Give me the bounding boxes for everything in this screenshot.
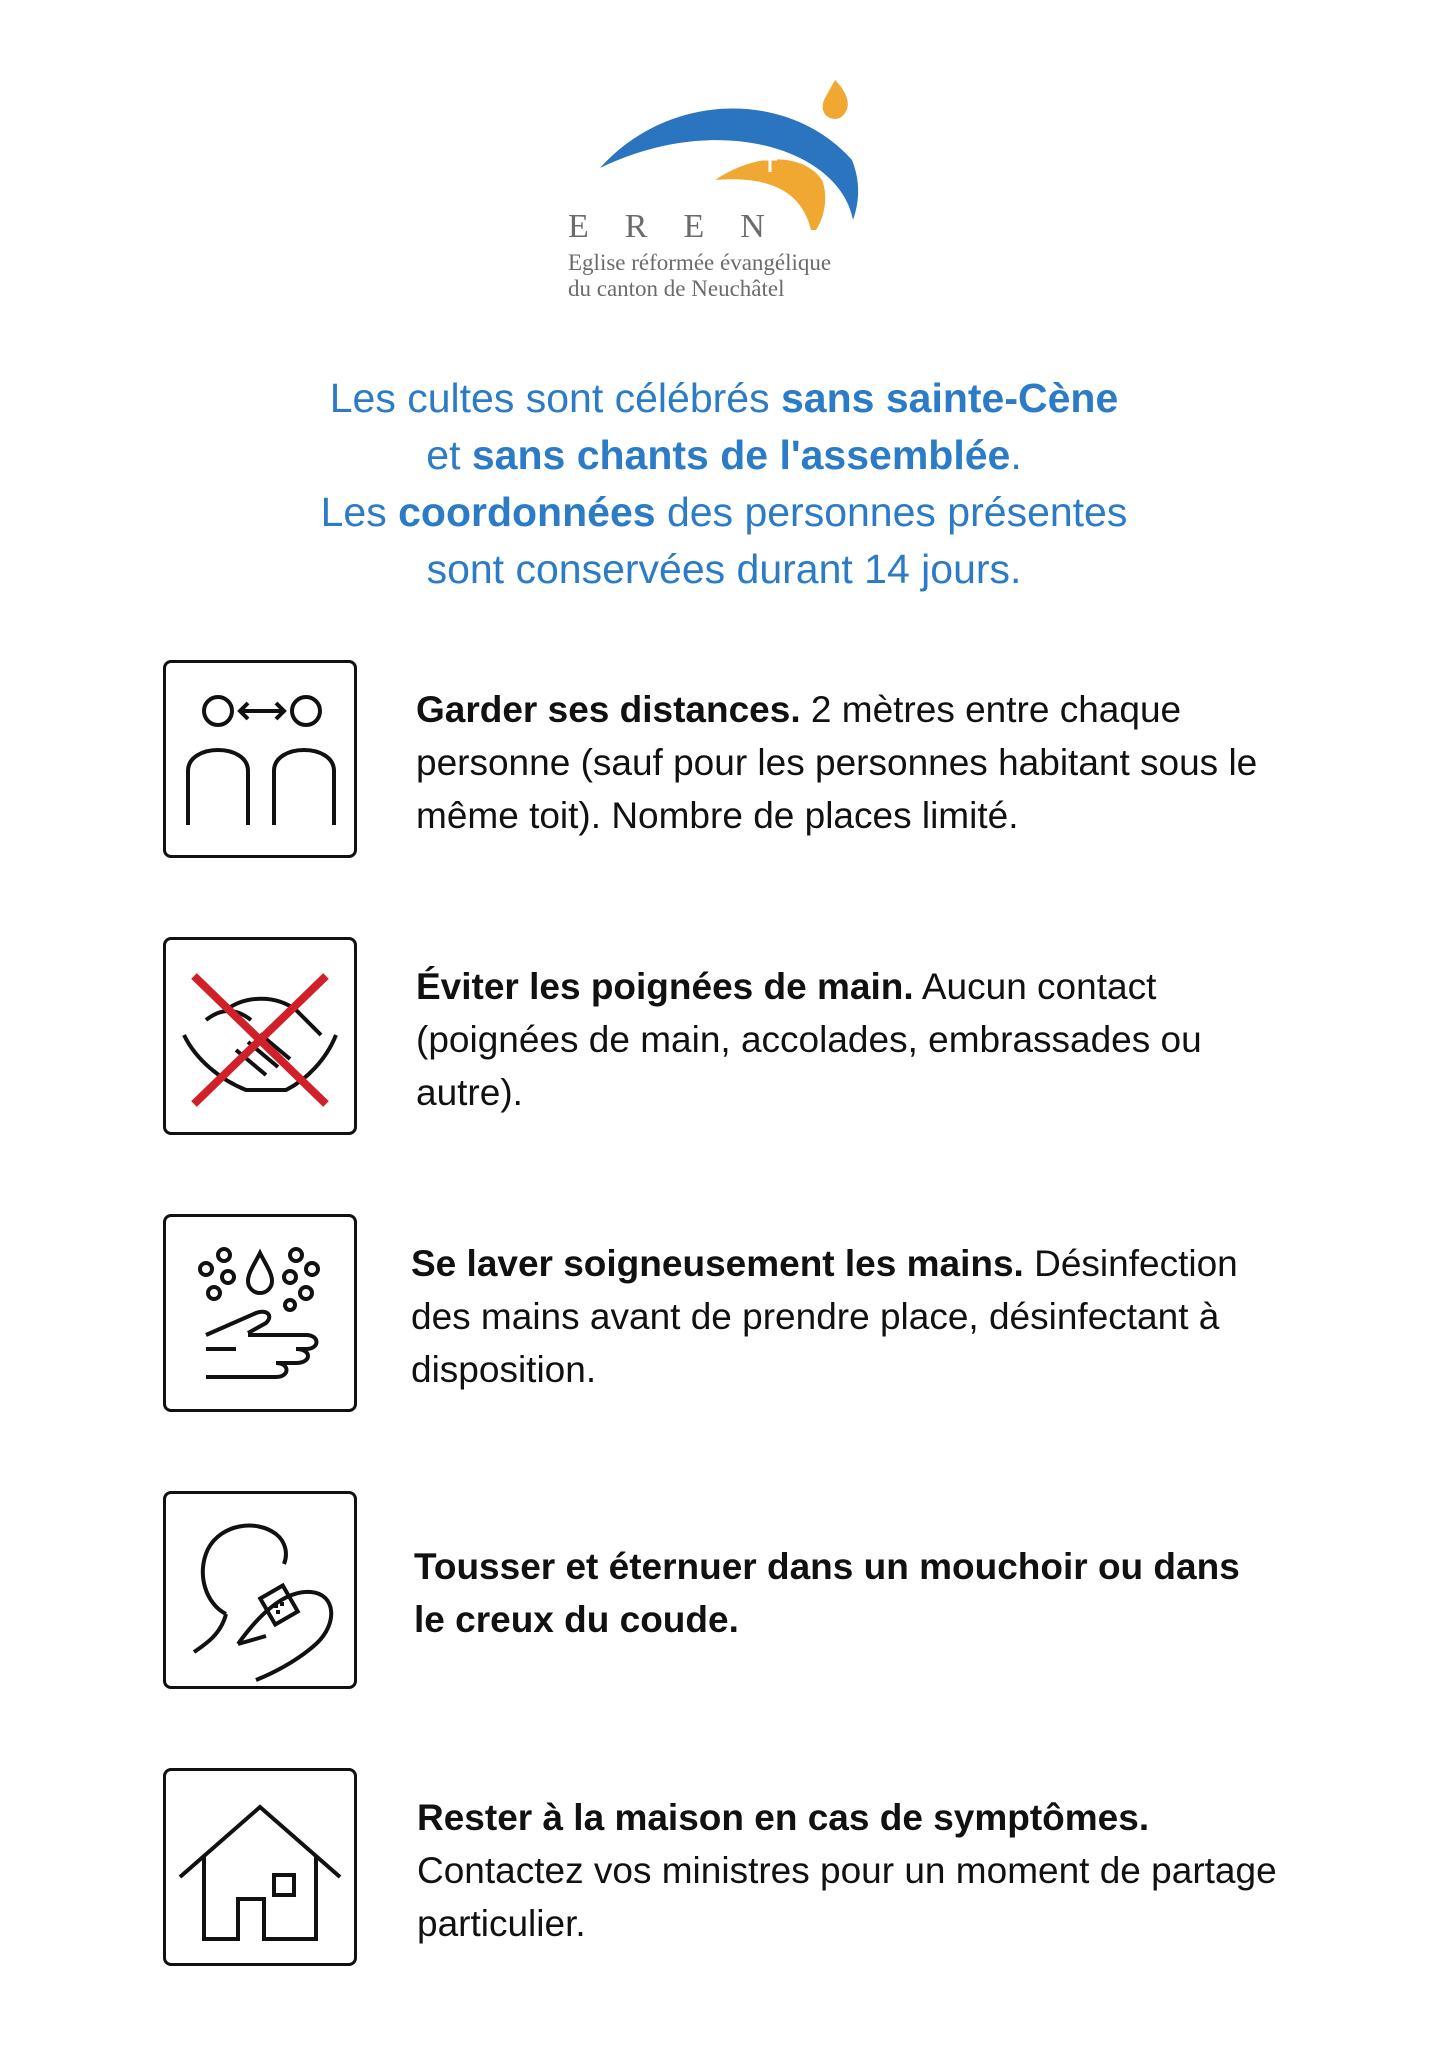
rule-handwash-title: Se laver soigneusement les mains. [411, 1242, 1024, 1284]
intro-line-2-pre: et [426, 432, 472, 478]
rule-stay-home-body: Contactez vos ministres pour un moment de partage particulier. [417, 1849, 1277, 1944]
intro-text [0, 370, 1448, 598]
rule-cough [163, 1491, 1283, 1695]
intro-line-1-normal: Les cultes sont célébrés [329, 375, 781, 421]
rule-handwash [163, 1214, 1283, 1418]
rule-handshake-text [416, 937, 1276, 1141]
rule-handwash-text [411, 1214, 1271, 1418]
rule-stay-home-title: Rester à la maison en cas de symptômes. [417, 1796, 1150, 1838]
intro-line-2-post: . [1010, 432, 1022, 478]
intro-line-3 [0, 484, 1448, 541]
intro-line-1 [0, 370, 1448, 427]
intro-line-3-bold: coordonnées [398, 489, 656, 535]
rule-stay-home-text [417, 1768, 1277, 1972]
logo-subtitle-1: Eglise réformée évangélique [568, 250, 832, 275]
rule-cough-title: Tousser et éternuer dans un mouchoir ou dans le creux du coude. [414, 1546, 1240, 1640]
logo-letters: EREN [568, 208, 801, 245]
intro-line-3-pre: Les [320, 489, 399, 535]
house-icon [163, 1768, 357, 1966]
rule-distance-text [416, 660, 1276, 864]
cough-elbow-icon [163, 1491, 357, 1689]
intro-line-3-post: des personnes présentes [655, 489, 1128, 535]
intro-line-2 [0, 427, 1448, 484]
eren-logo [560, 70, 900, 310]
rule-handshake-body: Aucun contact (poignées de main, accolades, embrassades ou autre). [416, 965, 1202, 1113]
intro-line-2-bold: sans chants de l'assemblée [471, 432, 1011, 478]
rule-distance [163, 660, 1283, 864]
rule-stay-home [163, 1768, 1283, 1972]
intro-line-1-bold: sans sainte-Cène [781, 375, 1119, 421]
distance-icon [163, 660, 357, 858]
rule-handwash-body: Désinfection des mains avant de prendre place, désinfectant à disposition. [411, 1242, 1238, 1390]
hand-wash-icon [163, 1214, 357, 1412]
rule-handshake [163, 937, 1283, 1141]
rule-distance-body: 2 mètres entre chaque personne (sauf pour les personnes habitant sous le même toit). Nombre de places limité. [416, 688, 1258, 836]
rule-cough-text [414, 1491, 1274, 1695]
intro-line-4: sont conservées durant 14 jours. [426, 546, 1022, 592]
no-handshake-icon [163, 937, 357, 1135]
logo-subtitle-2: du canton de Neuchâtel [568, 276, 785, 301]
rule-distance-title: Garder ses distances. [416, 688, 801, 730]
rule-handshake-title: Éviter les poignées de main. [416, 965, 914, 1007]
logo-arc-icon [560, 70, 900, 230]
